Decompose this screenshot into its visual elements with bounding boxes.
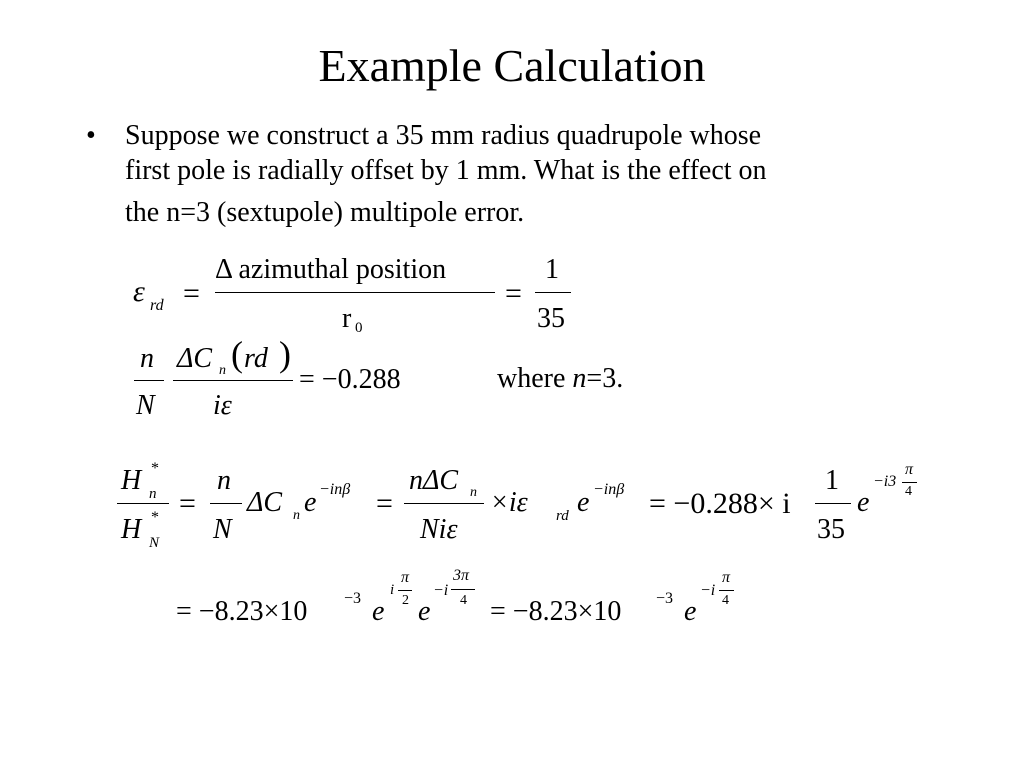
result-lhs: = −8.23×10: [176, 596, 308, 627]
bullet-marker: •: [86, 120, 96, 151]
exponent-denominator: 4: [460, 593, 467, 608]
exponent-pi: π: [401, 569, 410, 586]
c-subscript: n: [219, 363, 226, 378]
equals-sign: =: [183, 277, 200, 310]
fraction-denominator: r: [342, 303, 352, 334]
fraction-bar: [404, 503, 484, 504]
result-value: = −0.288: [299, 364, 401, 395]
exponent-numerator: 3π: [453, 567, 470, 584]
exponent-pi: π: [722, 569, 731, 586]
i-epsilon: iε: [213, 390, 232, 421]
epsilon-symbol: ε: [133, 275, 145, 308]
exponent-prefix: −i3: [873, 473, 897, 490]
exponential-e: e: [304, 487, 317, 518]
epsilon-subscript: rd: [150, 297, 164, 314]
fraction-numerator: nΔC: [409, 465, 459, 496]
rd-term: rd: [244, 343, 268, 374]
fraction-bar: [134, 380, 164, 381]
times-i-epsilon: ×iε: [490, 487, 528, 518]
exponent-prefix: −i: [700, 582, 716, 599]
exponent-prefix: −i: [433, 582, 449, 599]
exponent-denominator: 4: [905, 484, 912, 499]
exponential-e: e: [577, 487, 590, 518]
rd-subscript: rd: [556, 508, 569, 524]
paren-close: ): [279, 334, 291, 374]
exponential-e: e: [684, 596, 697, 627]
c-subscript: n: [293, 508, 300, 523]
exponent-denominator: 2: [402, 593, 409, 608]
equals-sign: =: [505, 277, 522, 310]
exponent-pi: π: [905, 461, 914, 478]
result-value: = −0.288× i: [649, 487, 791, 520]
exponent-denominator: 4: [722, 593, 729, 608]
fraction-denominator: 35: [537, 303, 565, 334]
exponential-e: e: [857, 487, 870, 518]
H-numerator: H: [121, 465, 142, 496]
fraction-bar: [398, 590, 412, 591]
n-variable: n: [140, 343, 154, 374]
n-subscript: n: [149, 486, 157, 502]
slide-title: Example Calculation: [318, 40, 706, 91]
delta-c: ΔC: [247, 487, 283, 518]
fraction-numerator: 1: [825, 465, 839, 496]
c-subscript: n: [470, 485, 477, 500]
fraction-bar: [535, 292, 571, 293]
paren-open: (: [231, 334, 243, 374]
fraction-bar: [173, 380, 293, 381]
fraction-numerator: 1: [545, 254, 559, 285]
bullet-line-3: the n=3 (sextupole) multipole error.: [125, 197, 525, 228]
delta-c: ΔC: [177, 343, 213, 374]
fraction-bar: [451, 589, 475, 590]
equals-sign: =: [179, 487, 196, 520]
fraction-denominator: 35: [817, 514, 845, 545]
exponential-e: e: [418, 596, 431, 627]
N-variable: N: [213, 514, 232, 545]
fraction-bar: [215, 292, 495, 293]
n-variable: n: [217, 465, 231, 496]
result-rhs: = −8.23×10: [490, 596, 622, 627]
r-subscript: 0: [355, 320, 363, 336]
fraction-bar: [117, 503, 169, 504]
N-variable: N: [136, 390, 155, 421]
N-subscript: N: [149, 535, 160, 551]
bullet-line-1: Suppose we construct a 35 mm radius quadrupole whose: [125, 120, 762, 151]
fraction-bar: [210, 503, 242, 504]
star-superscript: *: [151, 509, 159, 526]
power-exponent: −3: [344, 590, 362, 607]
equals-sign: =: [376, 487, 393, 520]
exponent: −inβ: [319, 481, 351, 498]
bullet-line-2: first pole is radially offset by 1 mm. What is the effect on: [125, 155, 767, 186]
power-exponent: −3: [656, 590, 674, 607]
exponent-i: i: [390, 582, 395, 598]
exponent: −inβ: [593, 481, 625, 498]
note-text: where n=3.: [497, 363, 624, 394]
fraction-bar: [719, 590, 734, 591]
H-denominator: H: [121, 514, 142, 545]
fraction-bar: [902, 482, 917, 483]
exponential-e: e: [372, 596, 385, 627]
fraction-bar: [815, 503, 851, 504]
fraction-numerator: Δ azimuthal position: [215, 254, 447, 285]
fraction-denominator: Niε: [420, 514, 458, 545]
star-superscript: *: [151, 460, 159, 477]
